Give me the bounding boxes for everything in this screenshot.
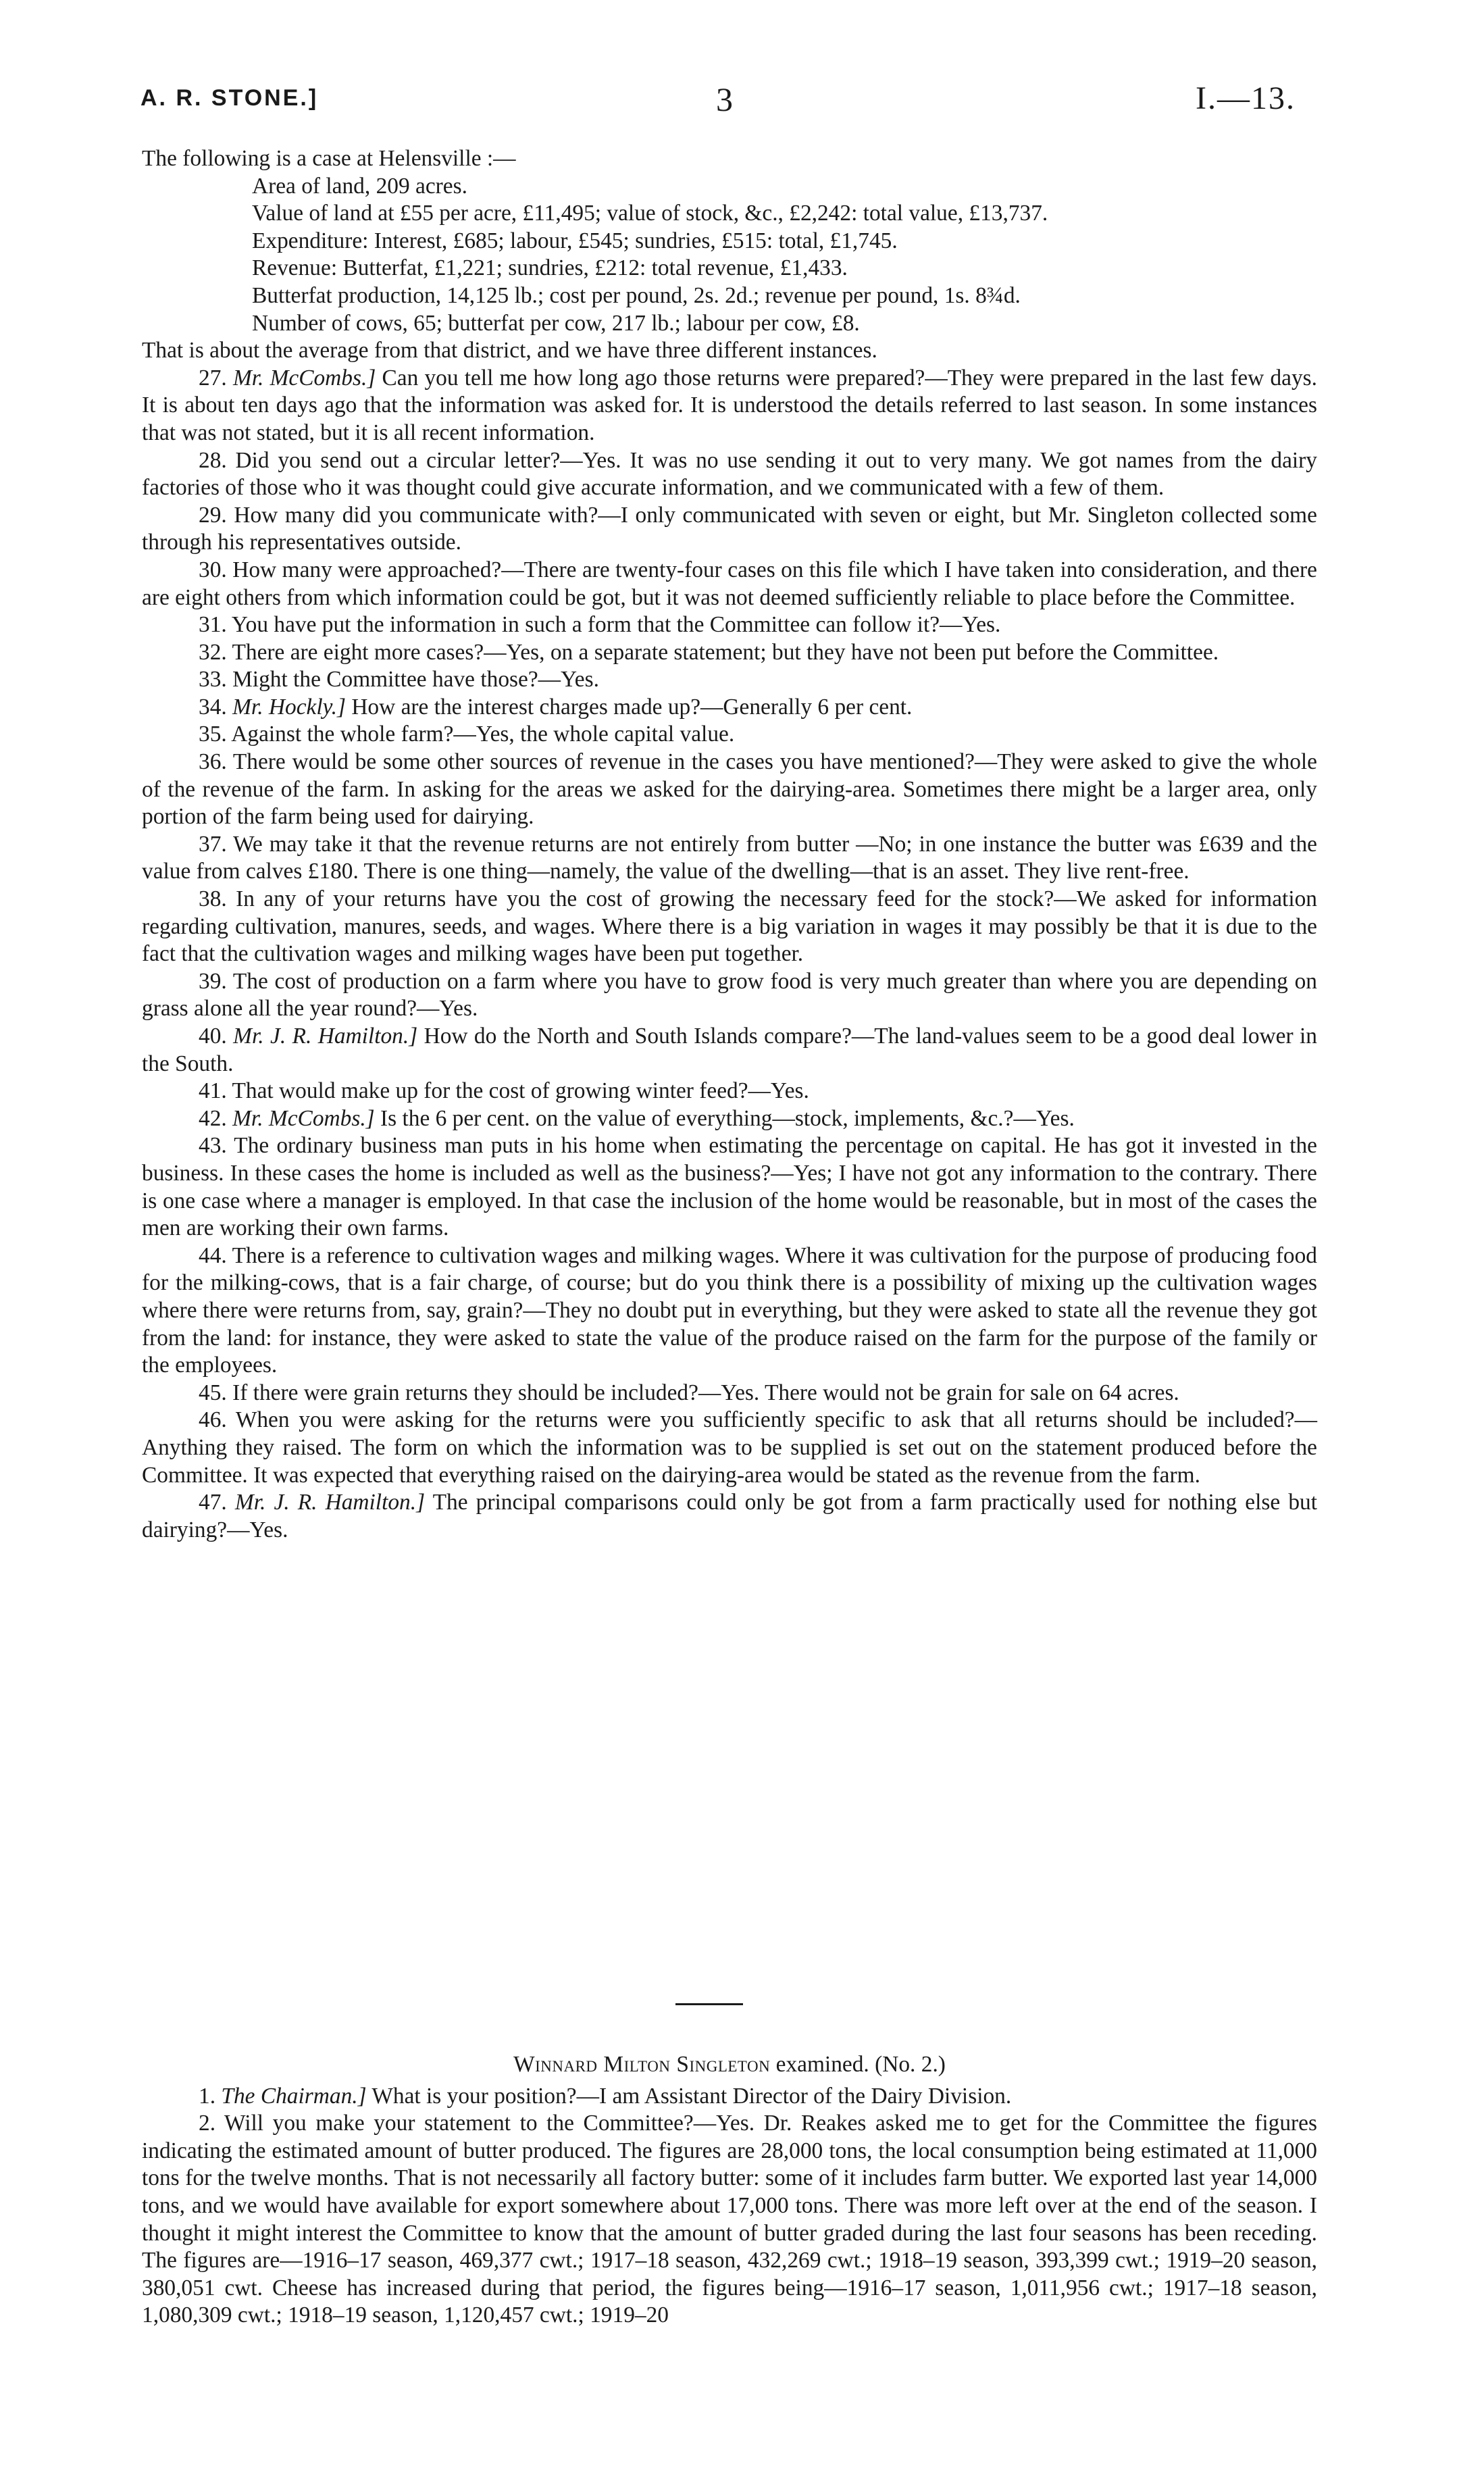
qa-text: If there were grain returns they should be included?—Yes. There would not be grain for sale on 64 acres. xyxy=(232,1380,1179,1405)
qa-paragraph xyxy=(142,1489,1317,1544)
qa-text: How many were approached?—There are twenty-four cases on this file which I have taken into consideration, and there are eight others from which information could be got, but it was not deemed sufficiently reliable to place before the Committee. xyxy=(142,557,1317,610)
section-divider xyxy=(675,2003,743,2005)
question-number: 34. xyxy=(199,694,227,720)
qa-text: How many did you communicate with?—I only communicated with seven or eight, but Mr. Singleton collected some through his representatives outside. xyxy=(142,502,1317,555)
qa-text: The cost of production on a farm where you have to grow food is very much greater than where you are depending on grass alone all the year round?—Yes. xyxy=(142,968,1317,1022)
question-number: 32. xyxy=(199,639,227,665)
qa-text: You have put the information in such a form that the Committee can follow it?—Yes. xyxy=(231,612,1001,638)
witness-heading-rest: examined. (No. 2.) xyxy=(770,2052,946,2077)
qa-paragraph xyxy=(142,886,1317,968)
question-number: 29. xyxy=(199,502,227,528)
speaker-name: Mr. Hockly.] xyxy=(232,694,346,720)
qa-paragraph xyxy=(142,447,1317,502)
question-number: 41. xyxy=(199,1078,227,1104)
evidence-body xyxy=(142,145,1317,1544)
question-number: 2. xyxy=(199,2111,216,2136)
qa-paragraph xyxy=(142,365,1317,447)
qa-text: Is the 6 per cent. on the value of everything—stock, implements, &c.?—Yes. xyxy=(374,1105,1075,1131)
case-line: Number of cows, 65; butterfat per cow, 217 lb.; labour per cow, £8. xyxy=(252,310,860,336)
qa-text: The principal comparisons could only be got from a farm practically used for nothing else but dairying?—Yes. xyxy=(142,1490,1317,1542)
second-witness-section xyxy=(142,2051,1317,2330)
qa-paragraph xyxy=(142,1380,1317,1407)
witness-heading xyxy=(142,2051,1317,2079)
question-number: 45. xyxy=(199,1380,227,1405)
speaker-name: Mr. McCombs.] xyxy=(232,365,376,391)
qa-paragraph xyxy=(142,611,1317,639)
qa-text: The ordinary business man puts in his home when estimating the percentage on capital. He has got it invested in the business. In these cases the home is included as well as the business?—Yes; I have not got any information to the contrary. There is one case where a manager is employed. In that case the inclusion of the home would be reasonable, but in most of the cases the men are working their own farms. xyxy=(142,1133,1317,1241)
qa-text: There would be some other sources of revenue in the cases you have mentioned?—They were asked to give the whole of the revenue of the farm. In asking for the areas we asked for the dairying-area. Sometimes there might be a larger area, only portion of the farm being used for dairying. xyxy=(142,749,1317,830)
header-witness: A. R. STONE.] xyxy=(140,85,319,111)
question-number: 46. xyxy=(199,1407,227,1433)
qa-paragraph xyxy=(142,1023,1317,1078)
qa-paragraph xyxy=(142,639,1317,667)
question-number: 39. xyxy=(199,968,227,994)
question-number: 30. xyxy=(199,557,227,582)
question-number: 36. xyxy=(199,749,227,775)
qa-text: There is a reference to cultivation wages and milking wages. Where it was cultivation for the purpose of producing food for the milking-cows, that is a fair charge, of course; but do you think there is a possibility of mixing up the cultivation wages where there were returns from, say, grain?—They no doubt put in everything, but they were asked to state all the revenue they got from the land: for instance, they were asked to state the value of the produce raised on the farm for the purpose of the family or the employees. xyxy=(142,1242,1318,1378)
qa-paragraph xyxy=(142,1132,1317,1242)
qa-text: That would make up for the cost of growing winter feed?—Yes. xyxy=(232,1078,809,1104)
case-line: Area of land, 209 acres. xyxy=(252,173,467,199)
question-number: 35. xyxy=(199,722,227,747)
question-number: 28. xyxy=(199,447,227,473)
qa-text: Can you tell me how long ago those returns were prepared?—They were prepared in the last few days. It is about ten days ago that the information was asked for. It is understood the details referred to last season. In some instances that was not stated, but it is all recent information. xyxy=(142,365,1317,445)
qa-paragraph xyxy=(142,831,1317,886)
page-number: 3 xyxy=(716,80,734,118)
qa-text: When you were asking for the returns were you sufficiently specific to ask that all returns should be included?—Anything they raised. The form on which the information was to be supplied is set out on the statement produced before the Committee. It was expected that everything raised on the dairying-area would be stated as the revenue from the farm. xyxy=(142,1407,1317,1488)
question-number: 27. xyxy=(199,365,227,391)
speaker-name: Mr. J. R. Hamilton.] xyxy=(234,1490,426,1515)
qa-text: Against the whole farm?—Yes, the whole capital value. xyxy=(231,722,735,747)
qa-paragraph xyxy=(142,1105,1317,1133)
question-answer-list xyxy=(142,365,1317,1544)
speaker-name: Mr. McCombs.] xyxy=(232,1105,375,1131)
question-answer-list-2 xyxy=(142,2083,1317,2330)
case-summary: That is about the average from that district, and we have three different instances. xyxy=(142,338,877,363)
qa-text: How do the North and South Islands compare?—The land-values seem to be a good deal lower in the South. xyxy=(142,1024,1317,1076)
qa-paragraph xyxy=(142,1078,1317,1105)
qa-text: What is your position?—I am Assistant Director of the Dairy Division. xyxy=(366,2083,1012,2109)
question-number: 40. xyxy=(199,1024,227,1049)
question-number: 47. xyxy=(199,1490,227,1515)
qa-paragraph xyxy=(142,557,1317,611)
qa-paragraph xyxy=(142,2110,1317,2330)
case-line: Butterfat production, 14,125 lb.; cost per pound, 2s. 2d.; revenue per pound, 1s. 8¾d. xyxy=(252,282,1021,308)
qa-text: In any of your returns have you the cost of growing the necessary feed for the stock?—We asked for information regarding cultivation, manures, seeds, and wages. Where there is a big variation in wages it may possibly be that it is due to the fact that the cultivation wages and milking wages have been put together. xyxy=(142,886,1317,967)
qa-paragraph xyxy=(142,502,1317,557)
case-line: Expenditure: Interest, £685; labour, £545; sundries, £515: total, £1,745. xyxy=(252,228,898,253)
qa-paragraph xyxy=(142,666,1317,694)
qa-paragraph xyxy=(142,2083,1317,2111)
qa-paragraph xyxy=(142,694,1317,722)
speaker-name: Mr. J. R. Hamilton.] xyxy=(233,1024,418,1049)
witness-name: Winnard Milton Singleton xyxy=(513,2052,771,2077)
case-details xyxy=(142,173,1317,338)
case-intro: The following is a case at Helensville :— xyxy=(142,146,516,171)
question-number: 42. xyxy=(199,1105,227,1131)
question-number: 37. xyxy=(199,831,227,857)
qa-text: Will you make your statement to the Committee?—Yes. Dr. Reakes asked me to get for the Committee the figures indicating the estimated amount of butter produced. The figures are 28,000 tons, the local consumption being estimated at 11,000 tons for the twelve months. That is not necessarily all factory butter: some of it includes farm butter. We exported last year 14,000 tons, and we would have available for export somewhere about 17,000 tons. There was more left over at the end of the season. I thought it might interest the Committee to know that the amount of butter graded during the last four seasons has been receding. The figures are—1916–17 season, 469,377 cwt.; 1917–18 season, 432,269 cwt.; 1918–19 season, 393,399 cwt.; 1919–20 season, 380,051 cwt. Cheese has increased during that period, the figures being—1916–17 season, 1,011,956 cwt.; 1917–18 season, 1,080,309 cwt.; 1918–19 season, 1,120,457 cwt.; 1919–20 xyxy=(142,2111,1317,2328)
question-number: 43. xyxy=(199,1133,227,1159)
qa-text: How are the interest charges made up?—Generally 6 per cent. xyxy=(345,694,913,720)
paper-reference: I.—13. xyxy=(1196,80,1296,116)
qa-paragraph xyxy=(142,1407,1317,1489)
qa-text: Did you send out a circular letter?—Yes. It was no use sending it out to very many. We got names from the dairy factories of those who it was thought could give accurate information, and we communicated with a few of them. xyxy=(142,447,1317,501)
qa-paragraph xyxy=(142,1242,1317,1380)
question-number: 44. xyxy=(199,1242,227,1268)
question-number: 31. xyxy=(199,612,227,638)
question-number: 33. xyxy=(199,667,227,693)
case-line: Value of land at £55 per acre, £11,495; value of stock, &c., £2,242: total value, £13,737. xyxy=(252,201,1048,226)
qa-text: We may take it that the revenue returns are not entirely from butter —No; in one instance the butter was £639 and the value from calves £180. There is one thing—namely, the value of the dwelling—that is an asset. They live rent-free. xyxy=(142,831,1317,884)
speaker-name: The Chairman.] xyxy=(221,2083,367,2109)
question-number: 38. xyxy=(199,886,227,912)
qa-text: Might the Committee have those?—Yes. xyxy=(232,667,599,693)
question-number: 1. xyxy=(199,2083,216,2109)
qa-paragraph xyxy=(142,749,1317,831)
case-line: Revenue: Butterfat, £1,221; sundries, £212: total revenue, £1,433. xyxy=(252,255,848,281)
qa-paragraph xyxy=(142,721,1317,749)
qa-paragraph xyxy=(142,968,1317,1023)
qa-text: There are eight more cases?—Yes, on a separate statement; but they have not been put before the Committee. xyxy=(232,639,1219,665)
